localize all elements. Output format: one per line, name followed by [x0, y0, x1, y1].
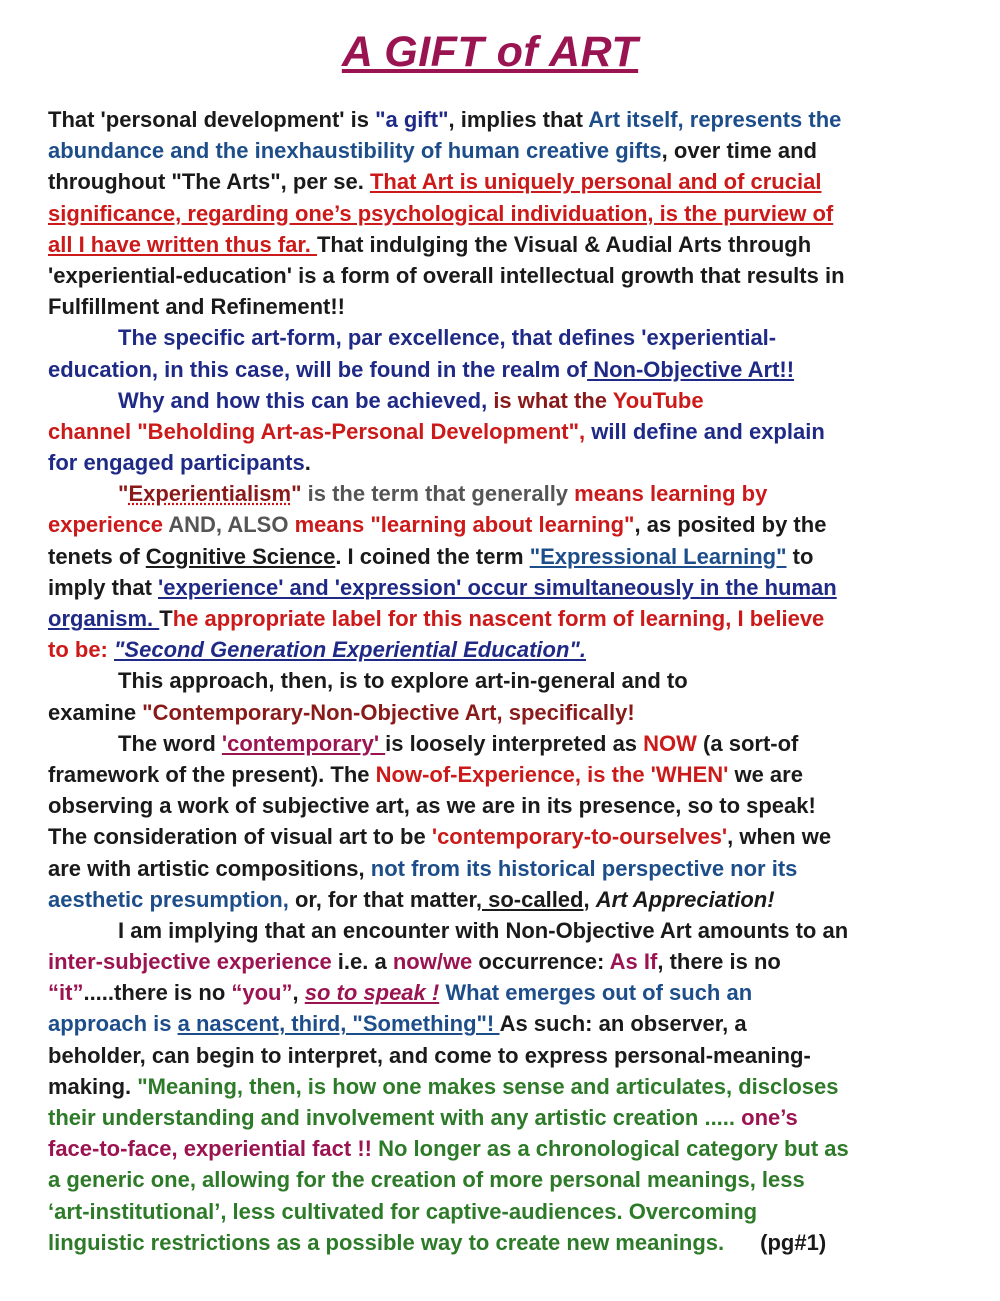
text-run: means "learning about learning": [294, 512, 635, 538]
text-run: This approach, then, is to explore art-in-general and to: [118, 668, 688, 694]
text-run: beholder, can begin to interpret, and come to express personal-meaning-: [48, 1042, 811, 1068]
text-run: No longer as a chronological category but as: [371, 1136, 849, 1162]
text-run: .: [304, 450, 311, 476]
text-run: “it”: [48, 980, 84, 1006]
text-run: That Art is uniquely personal and of crucial: [369, 169, 822, 195]
text-line: [48, 166, 993, 197]
text-run: linguistic restrictions as a possible way to create new meanings.: [48, 1229, 725, 1255]
text-run: What emerges out of such an: [439, 980, 753, 1006]
text-line: [48, 478, 993, 509]
text-run: significance, regarding one’s psychological individuation, is the purview of: [48, 200, 834, 226]
page-number: [760, 1230, 826, 1255]
text-run: Experientialism: [128, 481, 292, 507]
text-run: "Contemporary-Non-Objective Art, specifically!: [142, 699, 635, 725]
text-line: [48, 1227, 993, 1258]
text-line: [48, 634, 993, 665]
text-line: [48, 946, 993, 977]
text-run: imply that: [48, 574, 159, 600]
text-line: [48, 104, 993, 135]
text-run: , there is no: [657, 949, 781, 975]
text-run: making.: [48, 1073, 138, 1099]
text-run: channel "Beholding Art-as-Personal Development",: [48, 418, 586, 444]
document-body: [48, 104, 993, 1258]
text-run: Fulfillment and Refinement!!: [48, 294, 345, 320]
text-run: NOW: [643, 730, 697, 756]
text-line: [48, 416, 993, 447]
text-run: Cognitive Science: [145, 543, 336, 569]
text-run: YouTube: [612, 387, 704, 413]
text-run: .....there is no: [83, 980, 232, 1006]
text-run: #1): [794, 1229, 827, 1255]
text-line: [48, 1040, 993, 1071]
text-line: [48, 385, 993, 416]
text-run: throughout "The Arts", per se.: [48, 169, 370, 195]
text-run: ": [118, 481, 129, 507]
text-run: so to speak !: [304, 980, 440, 1006]
text-line: [48, 853, 993, 884]
text-line: [48, 915, 993, 946]
text-line: [48, 198, 993, 229]
text-line: [48, 697, 993, 728]
text-line: [48, 1008, 993, 1039]
text-run: "Second Generation Experiential Education".: [114, 637, 586, 663]
text-run: now/we: [392, 949, 473, 975]
text-run: framework of the present). The: [48, 761, 376, 787]
text-line: [48, 790, 993, 821]
text-run: is what the: [493, 387, 613, 413]
text-run: experience: [48, 512, 169, 538]
text-run: 'experiential-education' is a form of overall intellectual growth that results in: [48, 262, 845, 288]
text-run: 'contemporary-to-ourselves': [431, 824, 728, 850]
text-run: aesthetic presumption,: [48, 886, 289, 912]
text-run: to be:: [48, 637, 114, 663]
text-run: means learning by: [574, 481, 768, 507]
text-line: [48, 884, 993, 915]
text-line: [48, 447, 993, 478]
text-run: That 'personal development' is: [48, 107, 376, 132]
text-run: education, in this case, will be found in the realm of: [48, 356, 588, 382]
text-run: , as posited by the: [634, 512, 827, 538]
text-run: , when we: [727, 824, 832, 850]
text-run: Non-Objective Art!!: [587, 356, 795, 382]
text-line: [48, 291, 993, 322]
text-run: for engaged participants: [48, 450, 305, 476]
text-run: will define and explain: [585, 418, 825, 444]
text-run: The word: [118, 730, 222, 756]
text-run: , implies that: [448, 107, 589, 132]
text-run: face-to-face, experiential fact !!: [48, 1136, 372, 1162]
text-run: "a gift": [375, 107, 449, 132]
text-line: [48, 572, 993, 603]
text-run: ": [291, 481, 302, 507]
text-line: [48, 1164, 993, 1195]
text-line: [48, 1133, 993, 1164]
text-run: That indulging the Visual & Audial Arts through: [316, 231, 812, 257]
text-run: , over time and: [661, 138, 817, 164]
text-line: [48, 821, 993, 852]
text-line: [48, 603, 993, 634]
text-run: not from its historical perspective nor its: [370, 855, 798, 881]
text-run: so-called: [482, 886, 584, 912]
text-run: abundance and the inexhaustibility of human creative gifts: [48, 138, 662, 164]
text-line: [48, 1102, 993, 1133]
text-run: "Expressional Learning": [529, 543, 787, 569]
text-run: T: [159, 606, 173, 631]
text-run: 'contemporary': [221, 730, 386, 756]
text-run: observing a work of subjective art, as we are in its presence, so to speak!: [48, 793, 816, 819]
text-run: inter-subjective experience: [48, 949, 332, 975]
text-run: ‘art-institutional’, less cultivated for captive-audiences. Overcoming: [48, 1198, 758, 1224]
text-run: to: [786, 543, 814, 569]
text-run: approach is: [48, 1011, 178, 1037]
text-run: Now-of-Experience, is the 'WHEN': [375, 761, 729, 787]
text-line: [48, 260, 993, 291]
text-run: is the term that generally: [301, 481, 575, 507]
text-run: a nascent, third, "Something"!: [177, 1011, 500, 1037]
text-run: 'experience' and 'expression' occur simultaneously in the human: [158, 574, 837, 600]
text-line: [48, 509, 993, 540]
text-line: [48, 728, 993, 759]
page-title: A GIFT of ART: [341, 28, 639, 76]
text-line: [48, 977, 993, 1008]
text-run: we are: [728, 761, 803, 787]
text-run: “you”: [231, 980, 293, 1006]
text-run: The consideration of visual art to be: [48, 824, 432, 850]
text-line: [48, 135, 993, 166]
text-run: Art itself, represents the: [588, 107, 842, 132]
text-line: [48, 1196, 993, 1227]
text-line: [48, 1071, 993, 1102]
text-run: or, for that matter,: [288, 886, 482, 912]
text-run: ,: [292, 980, 305, 1006]
text-run: g: [780, 1229, 795, 1255]
text-run: tenets of: [48, 543, 146, 569]
text-run: all I have written thus far.: [48, 231, 317, 257]
text-run: (p: [760, 1229, 781, 1255]
text-run: examine: [48, 699, 143, 725]
text-run: "Meaning, then, is how one makes sense and articulates, discloses: [137, 1073, 839, 1099]
text-line: [48, 229, 993, 260]
text-line: [48, 541, 993, 572]
text-line: [48, 354, 993, 385]
text-run: (a sort-of: [696, 730, 799, 756]
text-run: one’s: [741, 1105, 798, 1130]
text-run: . I coined the term: [335, 543, 530, 569]
text-run: he appropriate label for this nascent form of learning, I believe: [172, 606, 825, 631]
text-run: Art Appreciation!: [595, 886, 775, 912]
text-run: are with artistic compositions,: [48, 855, 371, 881]
text-run: The specific art-form, par excellence, that defines 'experiential-: [118, 325, 777, 351]
text-run: occurrence:: [472, 949, 610, 975]
text-run: As If: [609, 949, 658, 975]
text-line: [48, 759, 993, 790]
text-run: ,: [583, 886, 596, 912]
text-line: [48, 322, 993, 353]
text-run: is loosely interpreted as: [385, 730, 644, 756]
text-run: a generic one, allowing for the creation of more personal meanings, less: [48, 1167, 805, 1193]
text-line: [48, 665, 993, 696]
text-run: Why and how this can be achieved,: [118, 387, 494, 413]
text-run: organism.: [48, 606, 160, 631]
text-run: As such: an observer, a: [499, 1011, 747, 1037]
text-run: i.e. a: [331, 949, 393, 975]
text-run: I am implying that an encounter with Non-Objective Art amounts to an: [118, 917, 849, 943]
text-run: AND, ALSO: [168, 512, 295, 538]
text-run: their understanding and involvement with any artistic creation .....: [48, 1105, 742, 1130]
